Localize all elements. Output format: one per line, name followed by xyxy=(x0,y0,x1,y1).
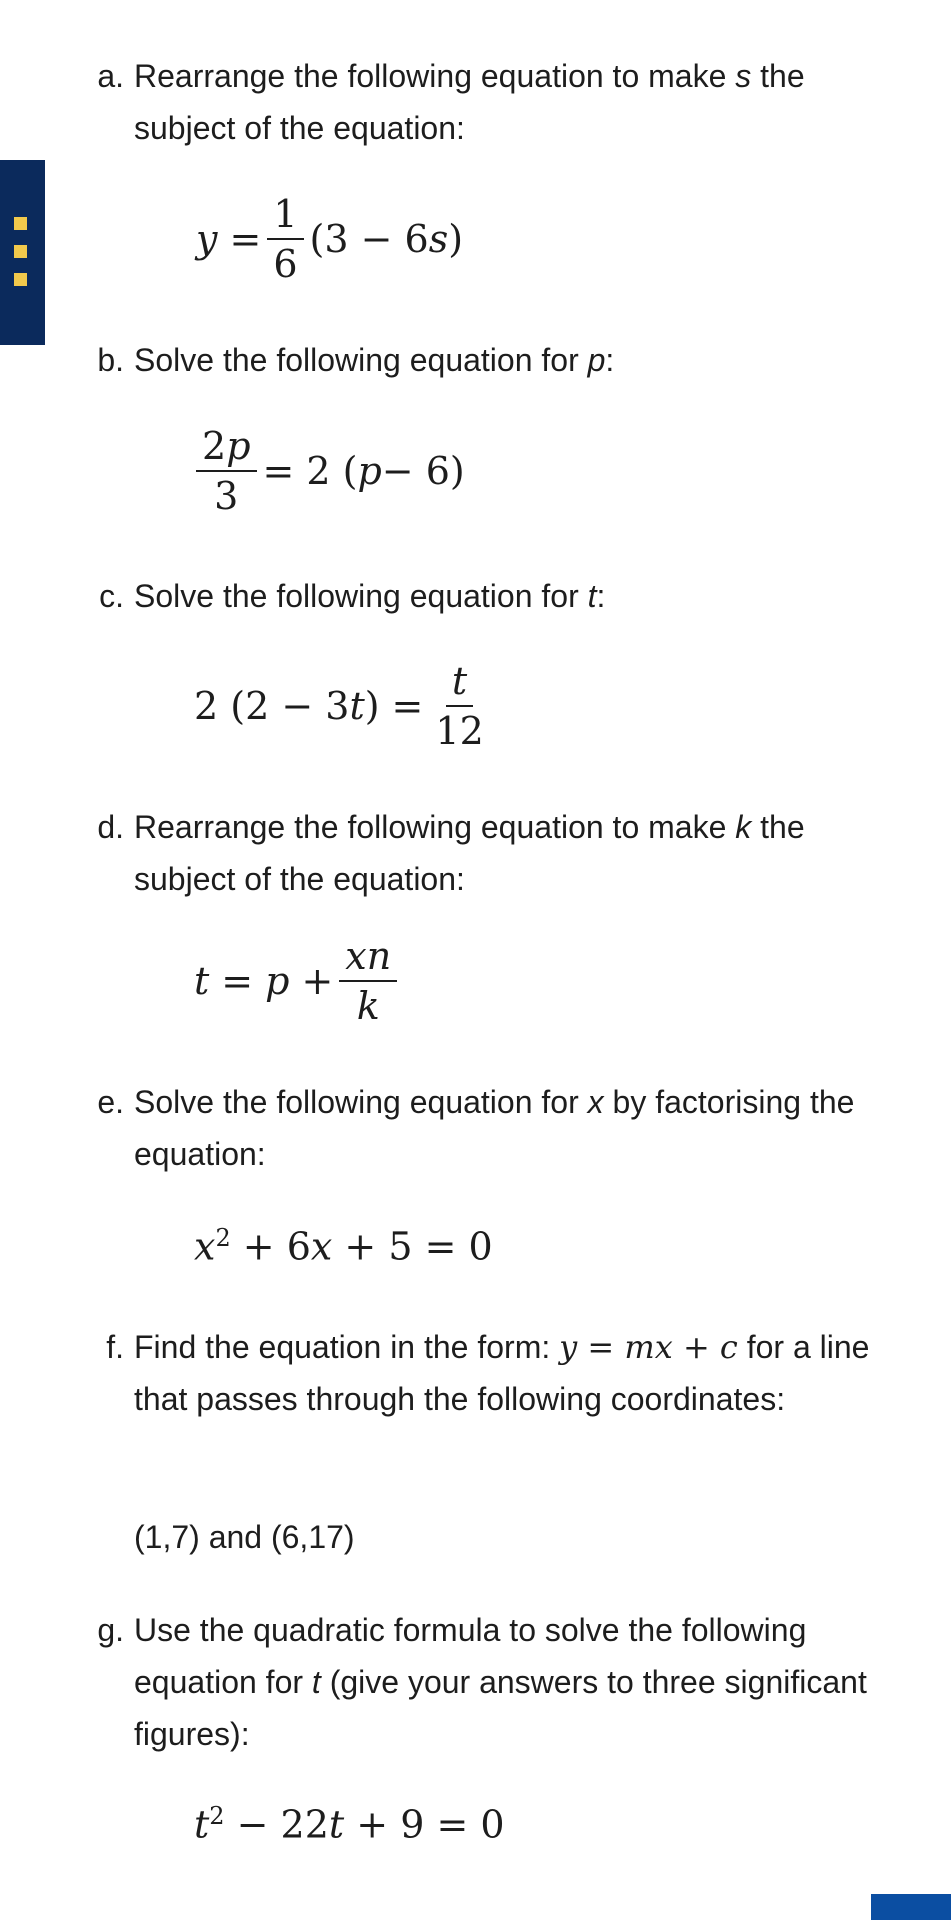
question-text: Solve the following equation for p: xyxy=(134,342,615,378)
question-text: Solve the following equation for x by factorising the equation: xyxy=(134,1084,855,1172)
vertical-dots-icon xyxy=(14,273,27,286)
vertical-dots-icon xyxy=(14,245,27,258)
question-text: Rearrange the following equation to make s the subject of the equation: xyxy=(134,58,805,146)
question-letter: d. xyxy=(97,809,124,845)
fraction: $\frac{t}{12}$ xyxy=(435,659,484,753)
variable: k xyxy=(735,809,752,845)
question-letter: b. xyxy=(97,342,124,378)
coordinates: (1,7) and (6,17) xyxy=(134,1519,355,1555)
question-letter: a. xyxy=(97,58,124,94)
question-letter: e. xyxy=(97,1084,124,1120)
question-letter: g. xyxy=(97,1612,124,1648)
equation-c: 2 (2 − 3 t ) = $\frac{t}{12}$ xyxy=(194,659,496,753)
question-g xyxy=(84,1604,884,1760)
equation-a: y = $\frac{1}{6}$ (3 − 6 s ) xyxy=(196,192,464,286)
question-text: Rearrange the following equation to make k the subject of the equation: xyxy=(134,809,805,897)
question-f xyxy=(84,1321,884,1425)
bottom-right-button[interactable] xyxy=(871,1894,951,1920)
side-menu-tab[interactable] xyxy=(0,160,45,345)
inline-math: y = mx + c xyxy=(559,1328,738,1366)
question-d xyxy=(84,801,884,905)
variable: x xyxy=(587,1084,604,1120)
question-text: Find the equation in the form: y = mx + c for a line that passes through the following coordinates: xyxy=(134,1328,870,1417)
question-text: Solve the following equation for t: xyxy=(134,578,606,614)
variable: t xyxy=(311,1664,321,1700)
question-b xyxy=(84,334,884,386)
equation-g: $t^2 - 22t + 9 = 0$ xyxy=(194,1802,505,1847)
equation-e: $x^2 + 6x + 5 = 0$ xyxy=(194,1224,493,1269)
equation-b: $\frac{2p}{3}$ = 2 ( p − 6) xyxy=(190,424,465,518)
question-text: Use the quadratic formula to solve the following equation for t (give your answers to three significant figures): xyxy=(134,1612,867,1752)
variable: s xyxy=(735,58,752,94)
question-e xyxy=(84,1076,884,1180)
variable: p xyxy=(587,342,606,378)
equation-d: t = p + $\frac{xn}{k}$ xyxy=(194,934,403,1028)
question-letter: c. xyxy=(99,578,124,614)
fraction: $\frac{xn}{k}$ xyxy=(339,934,397,1028)
variable: t xyxy=(587,578,597,614)
question-c xyxy=(84,570,884,622)
question-letter: f. xyxy=(106,1329,124,1365)
vertical-dots-icon xyxy=(14,217,27,230)
top-cutoff xyxy=(0,0,951,8)
question-a xyxy=(84,50,884,154)
fraction: $\frac{2p}{3}$ xyxy=(196,424,257,518)
fraction: $\frac{1}{6}$ xyxy=(267,192,303,286)
